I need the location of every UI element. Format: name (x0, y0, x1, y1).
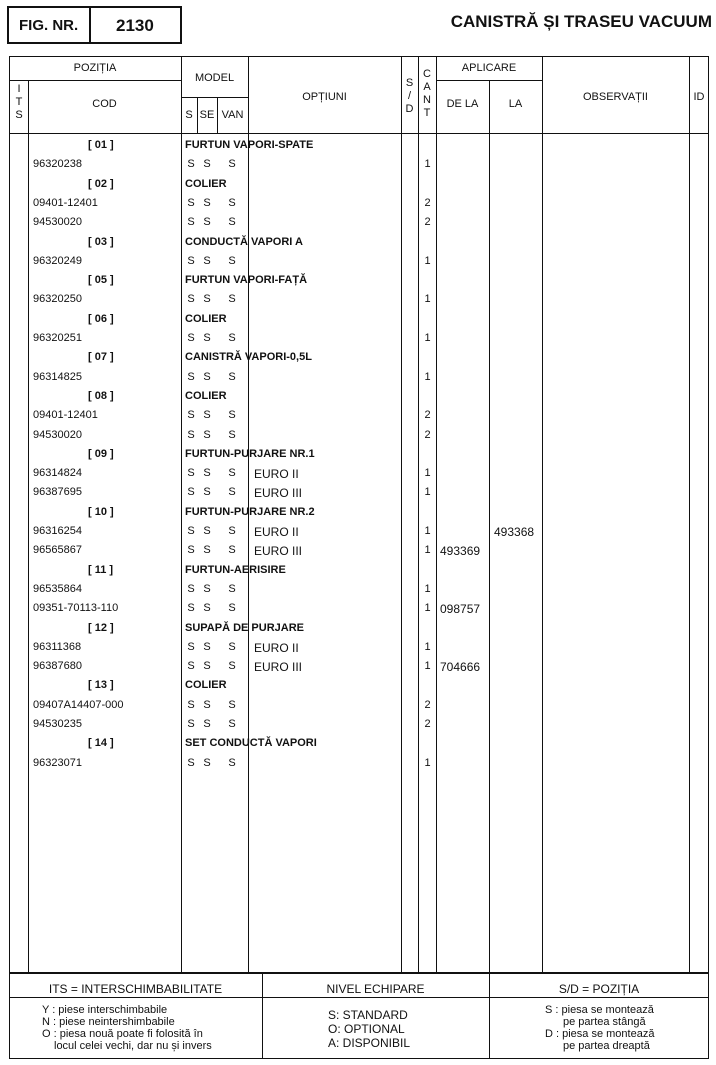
model-van-value: S (228, 158, 236, 171)
part-name: CANISTRĂ VAPORI-0,5L (185, 351, 312, 364)
option-value: EURO III (254, 486, 303, 501)
model-se-value: S (203, 602, 211, 615)
table-row (0, 253, 716, 272)
col-aplicare: APLICARE (461, 62, 517, 74)
table-row (0, 427, 716, 446)
table-row (0, 600, 716, 619)
quantity-value: 1 (424, 332, 431, 344)
table-row (0, 330, 716, 349)
quantity-value: 1 (424, 756, 431, 769)
model-van-value: S (228, 370, 236, 383)
model-van-value: S (228, 582, 236, 595)
fig-label: FIG. NR. (19, 17, 79, 34)
model-van-value: S (228, 332, 236, 344)
model-se-value: S (203, 370, 211, 383)
part-code: 96535864 (33, 582, 82, 595)
model-van-value: S (228, 428, 236, 441)
col-id: ID (693, 91, 705, 103)
legend-its-text: Y : piese interschimbabile N : piese neintershimbabile O : piesa nouă poate fi folosită în locul celei vechi, dar nu și invers (42, 1004, 212, 1052)
table-row (0, 523, 716, 542)
part-name: SET CONDUCTĂ VAPORI (185, 737, 317, 750)
quantity-value: 2 (424, 698, 431, 711)
model-s-value: S (187, 525, 195, 537)
table-row (0, 291, 716, 310)
quantity-value: 1 (424, 486, 431, 499)
model-se-value: S (203, 660, 211, 673)
position-number: [ 09 ] (88, 447, 114, 460)
col-observatii: OBSERVAȚII (582, 91, 648, 103)
model-van-value: S (228, 254, 236, 267)
col-its: I T S (15, 83, 23, 121)
col-model: MODEL (194, 72, 235, 84)
model-s-value: S (187, 640, 195, 653)
part-code: 94530020 (33, 216, 82, 229)
part-code: 09401-12401 (33, 409, 98, 422)
table-row (0, 581, 716, 600)
model-s-value: S (187, 428, 195, 441)
model-se-value: S (203, 216, 211, 229)
table-row (0, 369, 716, 388)
model-s-value: S (187, 582, 195, 595)
col-model-s: S (185, 109, 193, 121)
quantity-value: 1 (424, 544, 431, 557)
model-van-value: S (228, 698, 236, 711)
option-value: EURO II (254, 640, 299, 655)
table-row (0, 697, 716, 716)
part-name: COLIER (185, 389, 227, 402)
quantity-value: 1 (424, 525, 431, 537)
model-se-value: S (203, 409, 211, 422)
model-s-value: S (187, 698, 195, 711)
model-s-value: S (187, 602, 195, 615)
part-code: 96311368 (33, 640, 82, 653)
part-name: CONDUCTĂ VAPORI A (185, 235, 303, 248)
model-se-value: S (203, 640, 211, 653)
model-van-value: S (228, 756, 236, 769)
table-row (0, 195, 716, 214)
position-header-row (0, 234, 716, 253)
col-cant: C A N T (423, 68, 431, 119)
position-number: [ 01 ] (88, 139, 114, 151)
model-se-value: S (203, 544, 211, 557)
model-se-value: S (203, 756, 211, 769)
legend-nivel-text: S: STANDARD O: OPTIONAL A: DISPONIBIL (328, 1008, 411, 1050)
position-header-row (0, 388, 716, 407)
table-row (0, 156, 716, 175)
part-name: FURTUN-PURJARE NR.2 (185, 505, 315, 518)
part-code: 96320238 (33, 158, 82, 171)
position-number: [ 14 ] (88, 737, 114, 750)
model-van-value: S (228, 660, 236, 673)
model-s-value: S (187, 544, 195, 557)
quantity-value: 2 (424, 718, 431, 730)
position-header-row (0, 349, 716, 368)
model-van-value: S (228, 602, 236, 615)
legend-nivel-title: NIVEL ECHIPARE (326, 982, 425, 996)
part-code: 09401-12401 (33, 196, 98, 209)
position-header-row (0, 176, 716, 195)
model-se-value: S (203, 332, 211, 344)
col-pozitia: POZIȚIA (73, 62, 117, 74)
model-s-value: S (187, 158, 195, 171)
legend-sd-text: S : piesa se montează pe partea stângă D : piesa se montează pe partea dreaptă (545, 1004, 655, 1052)
table-row (0, 542, 716, 561)
model-se-value: S (203, 196, 211, 209)
position-header-row (0, 272, 716, 291)
model-van-value: S (228, 409, 236, 422)
applicable-from: 493369 (440, 544, 481, 559)
position-header-row (0, 620, 716, 639)
model-se-value: S (203, 293, 211, 306)
model-van-value: S (228, 486, 236, 499)
col-model-van: VAN (221, 109, 244, 121)
model-se-value: S (203, 158, 211, 171)
table-row (0, 465, 716, 484)
model-s-value: S (187, 216, 195, 229)
table-row (0, 407, 716, 426)
part-code: 96314825 (33, 370, 82, 383)
position-header-row (0, 562, 716, 581)
part-code: 96320249 (33, 254, 82, 267)
position-number: [ 03 ] (88, 235, 114, 248)
quantity-value: 1 (424, 582, 431, 595)
applicable-from: 098757 (440, 602, 481, 617)
position-number: [ 08 ] (88, 389, 114, 402)
option-value: EURO III (254, 660, 303, 675)
part-code: 96387695 (33, 486, 82, 499)
model-se-value: S (203, 428, 211, 441)
model-van-value: S (228, 216, 236, 229)
model-van-value: S (228, 525, 236, 537)
model-s-value: S (187, 718, 195, 730)
quantity-value: 2 (424, 428, 431, 441)
model-van-value: S (228, 293, 236, 306)
position-number: [ 06 ] (88, 312, 114, 325)
quantity-value: 2 (424, 196, 431, 209)
applicable-to: 493368 (494, 525, 535, 539)
model-s-value: S (187, 254, 195, 267)
part-name: FURTUN-AERISIRE (185, 563, 286, 576)
position-header-row (0, 677, 716, 696)
part-code: 96320251 (33, 332, 82, 344)
option-value: EURO II (254, 467, 299, 482)
table-row (0, 658, 716, 677)
position-header-row (0, 735, 716, 754)
quantity-value: 1 (424, 640, 431, 653)
model-van-value: S (228, 467, 236, 480)
position-number: [ 02 ] (88, 177, 114, 190)
part-code: 96565867 (33, 544, 82, 557)
model-van-value: S (228, 640, 236, 653)
quantity-value: 1 (424, 467, 431, 480)
model-s-value: S (187, 370, 195, 383)
part-name: FURTUN VAPORI-SPATE (185, 139, 314, 151)
part-name: SUPAPĂ DE PURJARE (185, 621, 304, 634)
option-value: EURO III (254, 544, 303, 559)
fig-number-box (89, 6, 182, 44)
legend-sd-title: S/D = POZIȚIA (558, 982, 640, 996)
position-number: [ 10 ] (88, 505, 114, 518)
model-van-value: S (228, 196, 236, 209)
position-number: [ 05 ] (88, 274, 114, 287)
model-van-value: S (228, 718, 236, 730)
part-code: 96387680 (33, 660, 82, 673)
position-number: [ 13 ] (88, 679, 114, 692)
part-name: FURTUN-PURJARE NR.1 (185, 447, 315, 460)
col-sd: S / D (405, 77, 414, 115)
table-row (0, 755, 716, 774)
part-code: 09351-70113-110 (33, 602, 119, 615)
col-de-la: DE LA (446, 98, 479, 110)
quantity-value: 1 (424, 293, 431, 306)
col-model-se: SE (199, 109, 215, 121)
part-code: 94530235 (33, 718, 82, 730)
applicable-from: 704666 (440, 660, 481, 675)
col-la: LA (508, 98, 523, 110)
position-header-row (0, 311, 716, 330)
model-se-value: S (203, 718, 211, 730)
fig-label-box (7, 6, 91, 44)
position-number: [ 11 ] (88, 563, 114, 576)
model-se-value: S (203, 582, 211, 595)
position-header-row (0, 137, 716, 156)
part-name: COLIER (185, 177, 227, 190)
model-s-value: S (187, 756, 195, 769)
part-name: COLIER (185, 312, 227, 325)
table-row (0, 214, 716, 233)
legend-its-title: ITS = INTERSCHIMBABILITATE (48, 982, 223, 996)
model-se-value: S (203, 698, 211, 711)
quantity-value: 2 (424, 216, 431, 229)
model-s-value: S (187, 467, 195, 480)
model-s-value: S (187, 332, 195, 344)
page-title: CANISTRĂ ȘI TRASEU VACUUM (450, 12, 712, 31)
quantity-value: 1 (424, 602, 431, 615)
part-name: COLIER (185, 679, 227, 692)
position-number: [ 07 ] (88, 351, 114, 364)
model-se-value: S (203, 525, 211, 537)
part-code: 94530020 (33, 428, 82, 441)
table-row (0, 639, 716, 658)
model-se-value: S (203, 467, 211, 480)
table-row (0, 716, 716, 735)
model-s-value: S (187, 196, 195, 209)
model-s-value: S (187, 660, 195, 673)
model-van-value: S (228, 544, 236, 557)
part-code: 96316254 (33, 525, 82, 537)
option-value: EURO II (254, 525, 299, 539)
position-header-row (0, 446, 716, 465)
fig-number: 2130 (116, 16, 154, 35)
table-row (0, 484, 716, 503)
col-cod: COD (92, 98, 117, 110)
part-code: 96320250 (33, 293, 82, 306)
model-s-value: S (187, 293, 195, 306)
quantity-value: 1 (424, 660, 431, 673)
part-code: 09407A14407-000 (33, 698, 124, 711)
part-code: 96323071 (33, 756, 82, 769)
position-number: [ 12 ] (88, 621, 114, 634)
model-s-value: S (187, 486, 195, 499)
quantity-value: 1 (424, 370, 431, 383)
quantity-value: 1 (424, 158, 431, 171)
col-optiuni: OPȚIUNI (302, 91, 347, 103)
part-code: 96314824 (33, 467, 82, 480)
quantity-value: 2 (424, 409, 431, 422)
model-se-value: S (203, 254, 211, 267)
part-name: FURTUN VAPORI-FAȚĂ (185, 274, 308, 287)
quantity-value: 1 (424, 254, 431, 267)
model-s-value: S (187, 409, 195, 422)
position-header-row (0, 504, 716, 523)
model-se-value: S (203, 486, 211, 499)
